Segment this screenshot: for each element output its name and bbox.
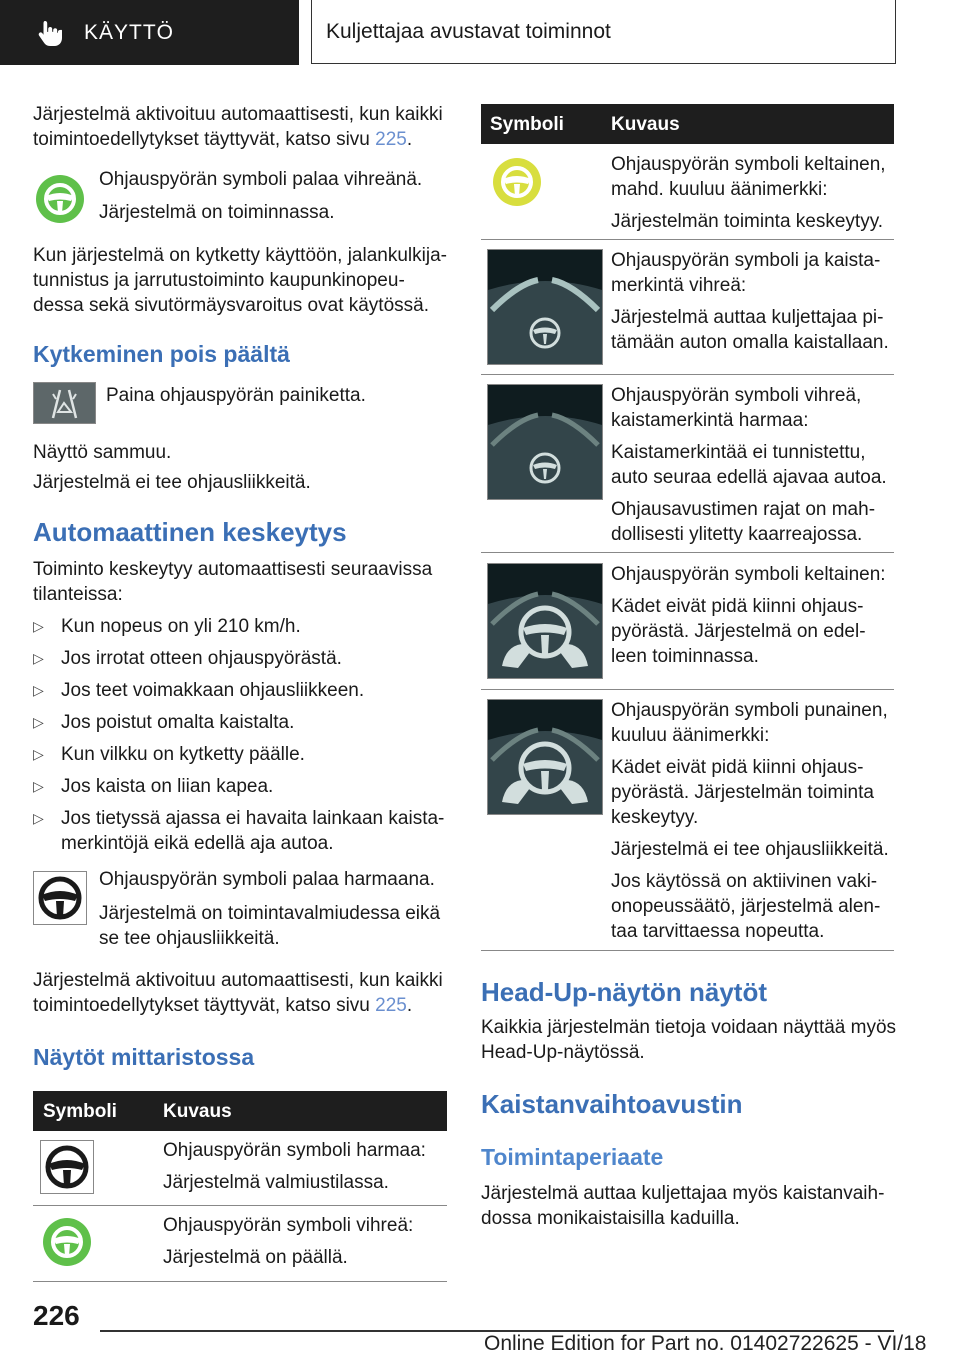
paragraph: Järjestelmä auttaa kuljettajaa myös kaistanvaih- dossa monikaistaisilla kaduilla. bbox=[481, 1183, 885, 1229]
steering-wheel-grey-icon bbox=[40, 1140, 94, 1194]
paragraph: Järjestelmä ei tee ohjausliikkeitä. bbox=[33, 472, 311, 493]
lane-display-grey-icon bbox=[487, 384, 603, 500]
status-green-text-2: Järjestelmä on toiminnassa. bbox=[99, 202, 335, 223]
heading-head-up: Head-Up-näytön näytöt bbox=[481, 977, 767, 1007]
table-row: Ohjauspyörän symboli vihreä, kaistamerkintä harmaa: Kaistamerkintää ei tunnistettu, auto seuraa edellä ajavaa autoa. Ohjausavustimen rajat on mah- dollisesti ylitetty kaarreajossa. bbox=[611, 385, 887, 545]
page-link[interactable]: 225 bbox=[375, 995, 407, 1016]
column-header-description: Kuvaus bbox=[163, 1101, 232, 1122]
heading-kytkeminen: Kytkeminen pois päältä bbox=[33, 341, 290, 367]
hands-off-red-icon bbox=[487, 699, 603, 815]
heading-toimintaperiaate: Toimintaperiaate bbox=[481, 1144, 664, 1170]
page-link[interactable]: 225 bbox=[375, 129, 407, 150]
chapter-title: Kuljettajaa avustavat toiminnot bbox=[326, 19, 611, 43]
row-divider bbox=[481, 950, 894, 951]
steering-wheel-grey-icon bbox=[33, 871, 87, 925]
status-grey-text-2: Järjestelmä on toimintavalmiudessa eikä se tee ohjausliikkeitä. bbox=[99, 903, 441, 949]
paragraph: Toiminto keskeytyy automaattisesti seuraavissa tilanteissa: bbox=[33, 559, 433, 605]
section-tab bbox=[0, 0, 299, 65]
edition-text: Online Edition for Part no. 01402722625 - VI/18 bbox=[484, 1332, 927, 1355]
paragraph: Kun järjestelmä on kytketty käyttöön, jalankulkija- tunnistus ja jarrutustoiminto kaupunkinopeu- dessa sekä sivutörmäysvaroitus ovat käytössä. bbox=[33, 245, 447, 316]
list-item: ▷ Jos kaista on liian kapea. bbox=[33, 776, 274, 797]
steering-wheel-green-icon bbox=[33, 172, 87, 226]
row-divider bbox=[481, 552, 894, 553]
paragraph: Kaikkia järjestelmän tietoja voidaan näyttää myös Head-Up-näytössä. bbox=[481, 1017, 897, 1063]
section-title: KÄYTTÖ bbox=[84, 20, 175, 44]
list-item: ▷ Kun vilkku on kytketty päälle. bbox=[33, 744, 305, 765]
page-number: 226 bbox=[33, 1300, 80, 1331]
lane-display-green-icon bbox=[487, 249, 603, 365]
table-row: Ohjauspyörän symboli punainen, kuuluu äänimerkki: Kädet eivät pidä kiinni ohjaus- pyörästä. Järjestelmän toiminta keskeytyy. Järjestelmä ei tee ohjausliikkeitä. Jos käytössä on aktiivinen vaki- onopeussäätö, järjestelmä alen- taa tarvittaessa nopeutta. bbox=[611, 700, 889, 942]
row-divider bbox=[481, 689, 894, 690]
heading-naytot: Näytöt mittaristossa bbox=[33, 1044, 255, 1070]
steering-wheel-green-icon bbox=[40, 1215, 94, 1269]
row-divider bbox=[481, 239, 894, 240]
paragraph: Näyttö sammuu. bbox=[33, 442, 172, 463]
list-item: ▷ Jos tietyssä ajassa ei havaita lainkaan kaista- merkintöjä eikä edellä aja autoa. bbox=[33, 808, 445, 854]
table-row: Ohjauspyörän symboli ja kaista- merkintä vihreä: Järjestelmä auttaa kuljettajaa pi- tämään auton omalla kaistallaan. bbox=[611, 250, 889, 353]
table-row: Ohjauspyörän symboli keltainen, mahd. kuuluu äänimerkki: Järjestelmän toiminta keskeytyy. bbox=[611, 154, 886, 232]
hands-off-yellow-icon bbox=[487, 563, 603, 679]
hand-pointer-icon bbox=[34, 17, 66, 49]
column-header-description: Kuvaus bbox=[611, 114, 680, 135]
table-row: Ohjauspyörän symboli vihreä: Järjestelmä on päällä. bbox=[163, 1215, 414, 1268]
table-header bbox=[33, 1091, 447, 1131]
list-item: ▷ Jos poistut omalta kaistalta. bbox=[33, 712, 295, 733]
paragraph: Järjestelmä aktivoituu automaattisesti, kun kaikki toimintoedellytykset täyttyvät, katso sivu 225. bbox=[33, 104, 443, 150]
steering-wheel-yellow-icon bbox=[490, 155, 544, 209]
list-item: ▷ Jos teet voimakkaan ohjausliikkeen. bbox=[33, 680, 365, 701]
list-item: ▷ Kun nopeus on yli 210 km/h. bbox=[33, 616, 301, 637]
column-header-symbol: Symboli bbox=[43, 1101, 117, 1122]
row-divider bbox=[33, 1205, 447, 1206]
list-item: ▷ Jos irrotat otteen ohjauspyörästä. bbox=[33, 648, 342, 669]
press-instruction: Paina ohjauspyörän painiketta. bbox=[106, 385, 366, 406]
chapter-tab bbox=[311, 0, 896, 64]
status-green-text: Ohjauspyörän symboli palaa vihreänä. bbox=[99, 169, 423, 190]
heading-automaattinen: Automaattinen keskeytys bbox=[33, 517, 347, 547]
row-divider bbox=[481, 374, 894, 375]
heading-kaistanvaihtoavustin: Kaistanvaihtoavustin bbox=[481, 1089, 743, 1119]
status-grey-text: Ohjauspyörän symboli palaa harmaana. bbox=[99, 869, 435, 890]
paragraph: Järjestelmä aktivoituu automaattisesti, kun kaikki toimintoedellytykset täyttyvät, katso sivu 225. bbox=[33, 970, 443, 1016]
column-header-symbol: Symboli bbox=[490, 114, 564, 135]
table-row: Ohjauspyörän symboli harmaa: Järjestelmä valmiustilassa. bbox=[163, 1140, 426, 1193]
table-row: Ohjauspyörän symboli keltainen: Kädet eivät pidä kiinni ohjaus- pyörästä. Järjestelmä on edel- leen toiminnassa. bbox=[611, 564, 886, 667]
table-header bbox=[481, 104, 894, 144]
row-divider bbox=[33, 1281, 447, 1282]
lane-button-icon bbox=[33, 382, 96, 424]
